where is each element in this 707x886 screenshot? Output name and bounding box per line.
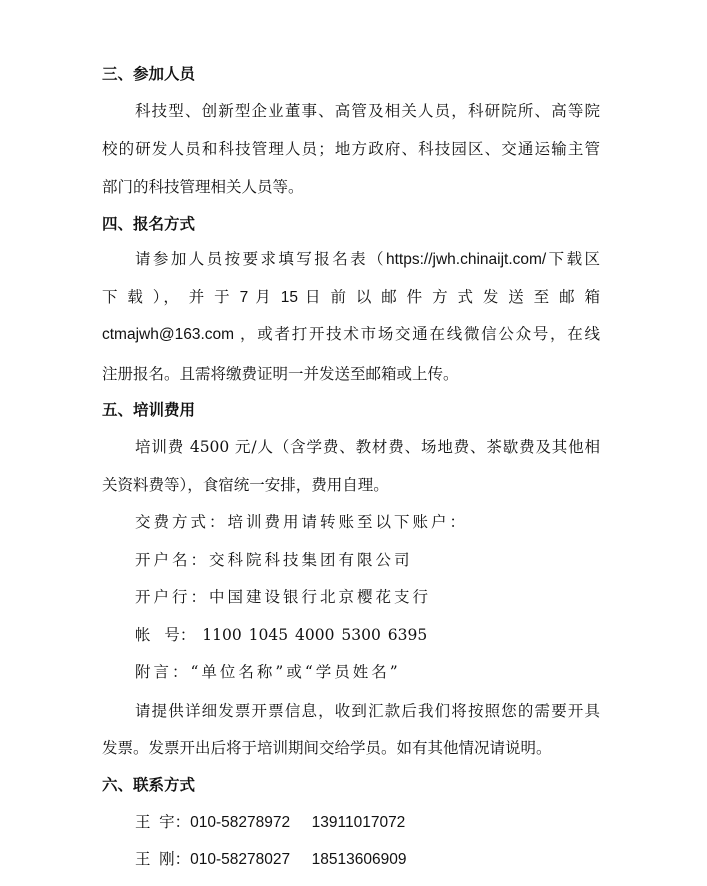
paragraph-line: 校的研发人员和科技管理人员；地方政府、科技园区、交通运输主管 (102, 140, 600, 158)
paragraph-line: 关资料费等），食宿统一安排，费用自理。 (102, 476, 389, 494)
bank-name: 开户行：中国建设银行北京樱花支行 (135, 588, 432, 606)
paragraph-line: 培训费 4500 元/人（含学费、教材费、场地费、茶歇费及其他相 (135, 438, 600, 456)
account-name: 开户名：交科院科技集团有限公司 (135, 551, 413, 569)
paragraph-line: 科技型、创新型企业董事、高管及相关人员，科研院所、高等院 (135, 102, 600, 120)
section-heading-participants: 三、参加人员 (102, 65, 196, 83)
account-number: 帐 号： 1100 1045 4000 5300 6395 (135, 626, 428, 644)
paragraph-line: 请参加人员按要求填写报名表（https://jwh.chinaijt.com/下载区 (135, 251, 600, 268)
section-heading-registration: 四、报名方式 (102, 215, 196, 233)
remark: 附言：“单位名称”或“学员姓名” (135, 663, 401, 681)
contact-line: 王 宇：010-58278972 13911017072 (135, 814, 406, 831)
paragraph-line: 发票。发票开出后将于培训期间交给学员。如有其他情况请说明。 (102, 739, 552, 757)
payment-method: 交费方式：培训费用请转账至以下账户： (135, 513, 469, 531)
paragraph-line: 请提供详细发票开票信息，收到汇款后我们将按照您的需要开具 (135, 702, 600, 720)
section-heading-contact: 六、联系方式 (102, 776, 196, 794)
paragraph-line: ctmajwh@163.com ，或者打开技术市场交通在线微信公众号，在线 (102, 326, 600, 343)
contact-line: 王 刚：010-58278027 18513606909 (135, 851, 407, 868)
paragraph-line: 注册报名。且需将缴费证明一并发送至邮箱或上传。 (102, 365, 459, 383)
section-heading-fees: 五、培训费用 (102, 401, 196, 419)
paragraph-line: 部门的科技管理相关人员等。 (102, 178, 304, 196)
paragraph-line: 下 载 ）， 并 于 7 月 15 日 前 以 邮 件 方 式 发 送 至 邮 箱 (102, 289, 600, 306)
